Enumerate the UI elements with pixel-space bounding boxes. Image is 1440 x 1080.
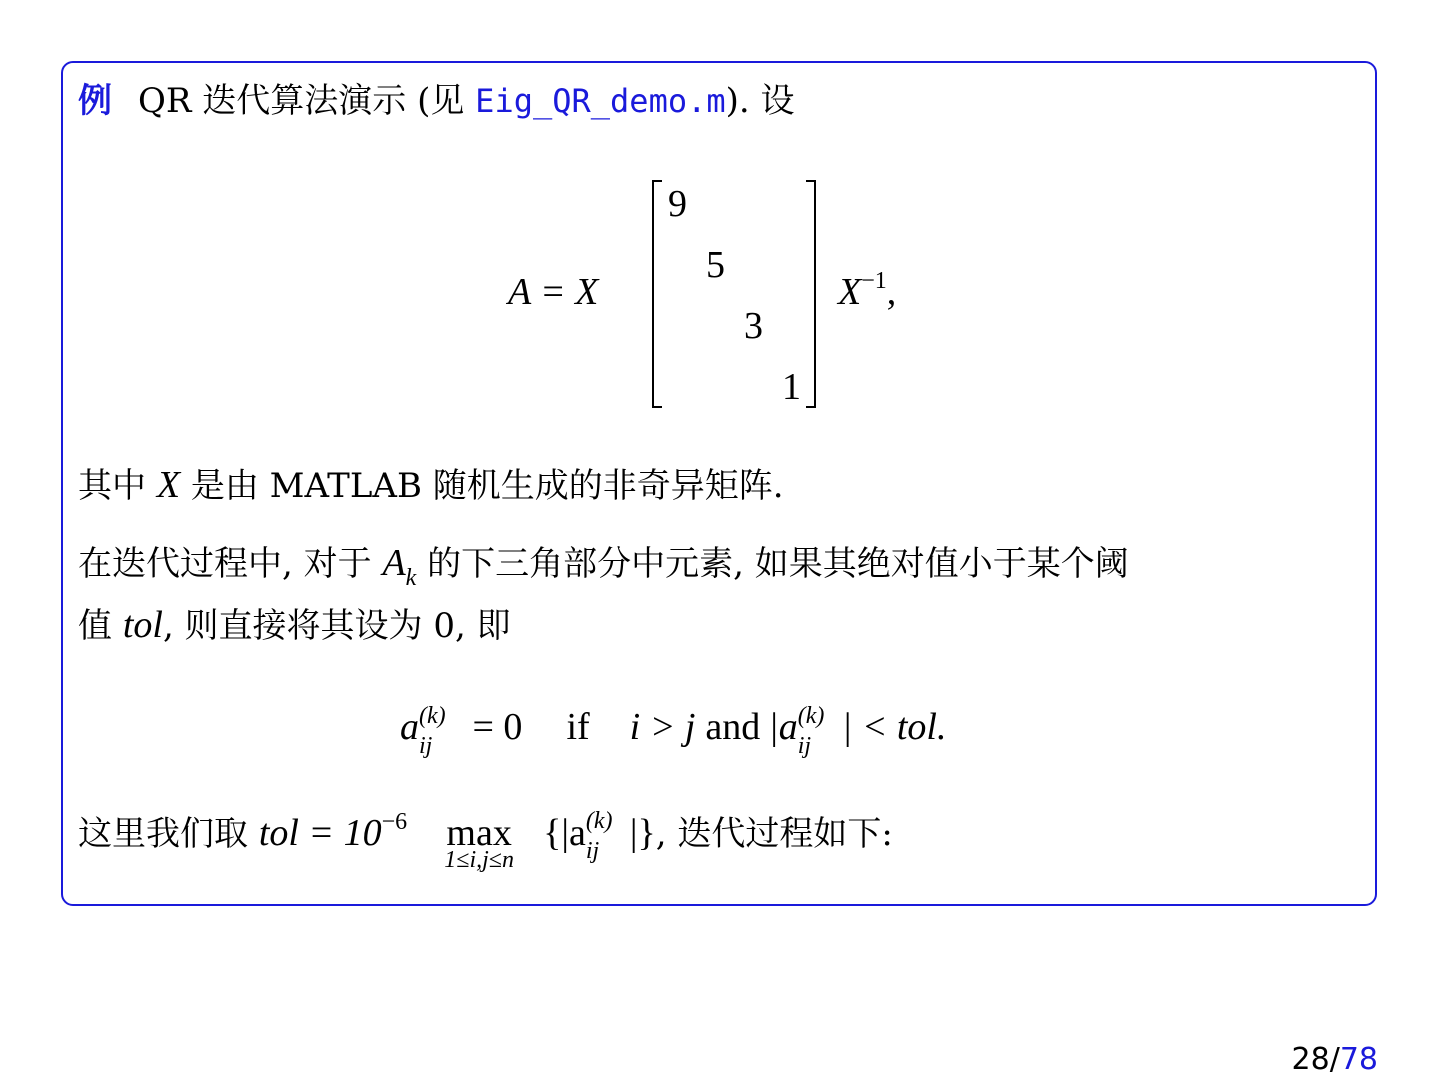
left-bracket — [652, 180, 662, 408]
p4-range: 1≤i,j≤n — [444, 847, 514, 873]
p2-text: 在迭代过程中, 对于 — [78, 544, 383, 584]
eq2-sup-2: (k) — [797, 703, 825, 729]
total-pages[interactable]: 78 — [1339, 1042, 1378, 1077]
p2-sub: k — [405, 565, 417, 591]
diag-entry: 1 — [782, 366, 801, 408]
eq2-eq0: = 0 — [463, 706, 523, 748]
eq2-sub-2: ij — [797, 733, 812, 759]
eq2-a: a — [400, 706, 419, 748]
example-label: 例 — [78, 81, 112, 121]
paragraph-1 — [78, 466, 784, 504]
eq2-sup: (k) — [419, 703, 446, 729]
p4-text: 这里我们取 — [78, 814, 259, 854]
p3-text: 值 — [78, 606, 123, 646]
page-sep: / — [1329, 1042, 1340, 1077]
intro-text: QR 迭代算法演示 (见 — [138, 81, 476, 121]
intro-text-end: ). 设 — [725, 81, 795, 121]
eq2-sub: ij — [419, 733, 433, 759]
equation-threshold — [400, 703, 947, 759]
p3-var: tol — [122, 604, 163, 646]
p4-sup: (k) — [585, 808, 613, 834]
eq2-abs-close: | < tol. — [841, 706, 947, 748]
paragraph-2 — [78, 542, 1129, 591]
p4-math: tol = 10 — [258, 812, 382, 854]
p4-set-close: |} — [629, 812, 656, 854]
page-number — [1292, 1042, 1378, 1077]
p4-sub: ij — [585, 838, 600, 864]
p1-var: X — [156, 464, 181, 506]
p4-exp: −6 — [381, 809, 408, 835]
p4-text-end: , 迭代过程如下: — [655, 814, 893, 854]
p4-max: max — [446, 812, 512, 854]
p1-text-end: 是由 MATLAB 随机生成的非奇异矩阵. — [180, 466, 784, 506]
paragraph-2-cont — [78, 606, 511, 644]
diag-entry: 9 — [668, 183, 687, 225]
current-page: 28 — [1291, 1042, 1330, 1077]
diag-entry: 3 — [744, 305, 763, 347]
eq1-rhs-var: X — [838, 271, 862, 313]
right-bracket — [806, 180, 816, 408]
eq2-abs-open: |a — [768, 706, 798, 748]
p3-text-end: , 则直接将其设为 0, 即 — [162, 606, 511, 646]
eq2-cond: i > j — [629, 706, 696, 748]
p4-set-open: {|a — [543, 812, 586, 854]
code-file-link[interactable]: Eig_QR_demo.m — [475, 82, 726, 120]
intro-line — [78, 81, 795, 121]
eq1-rhs-exp: −1 — [861, 268, 887, 294]
p2-var: A — [382, 542, 406, 584]
eq2-and: and — [705, 706, 761, 748]
eq1-rhs — [838, 270, 896, 314]
p1-text: 其中 — [78, 466, 157, 506]
diag-entry: 5 — [706, 244, 725, 286]
eq1-trail: , — [886, 271, 897, 313]
paragraph-4 — [78, 808, 893, 873]
p2-text-end: 的下三角部分中元素, 如果其绝对值小于某个阈 — [416, 544, 1129, 584]
eq2-if: if — [566, 706, 590, 748]
eq1-lhs: A = X — [508, 271, 599, 313]
